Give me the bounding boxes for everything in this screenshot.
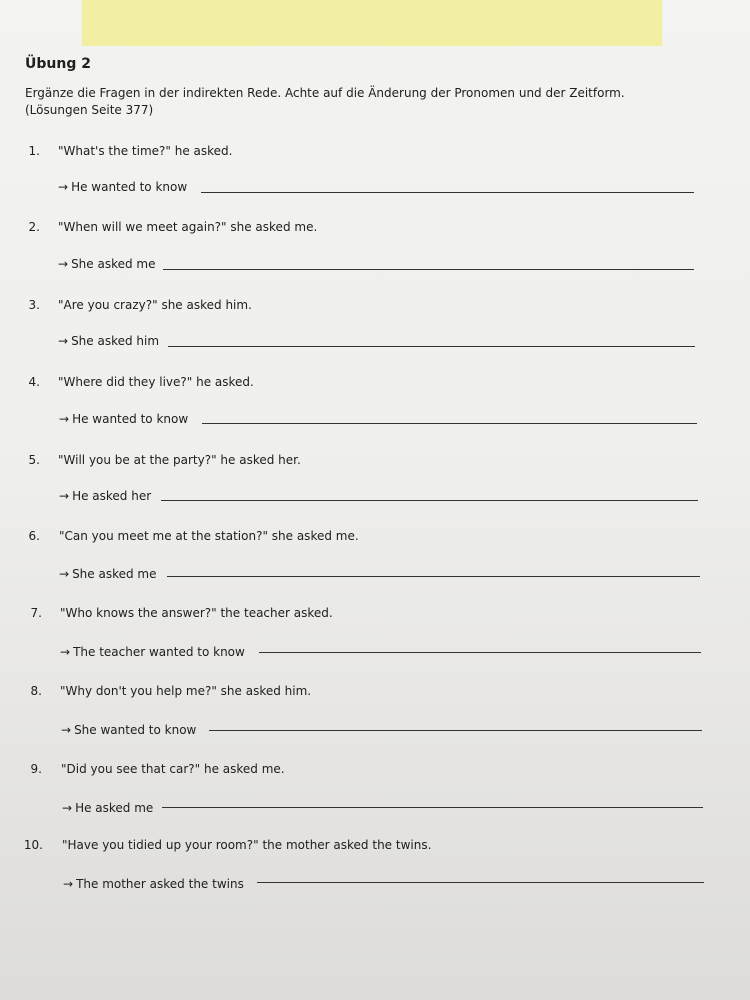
highlighted-header-strip xyxy=(82,0,662,46)
exercise-answer-prompt xyxy=(59,412,188,426)
exercise-item xyxy=(0,838,750,908)
instruction-line-1: Ergänze die Fragen in der indirekten Rede. Achte auf die Änderung der Pronomen und der Zeitform. xyxy=(25,86,625,100)
exercise-question: "Will you be at the party?" he asked her. xyxy=(58,453,301,467)
exercise-item xyxy=(0,144,750,214)
exercise-number: 7. xyxy=(30,606,42,620)
exercise-question: "Did you see that car?" he asked me. xyxy=(61,762,285,776)
exercise-title: Übung 2 xyxy=(25,56,91,72)
exercise-item xyxy=(0,606,750,676)
answer-line[interactable] xyxy=(168,346,695,347)
arrow-icon: → xyxy=(59,412,70,426)
exercise-answer-prompt xyxy=(59,489,151,503)
answer-prompt-text: The teacher wanted to know xyxy=(73,645,245,659)
exercise-item xyxy=(0,529,750,599)
exercise-question: "What's the time?" he asked. xyxy=(58,144,233,158)
exercise-question: "Why don't you help me?" she asked him. xyxy=(60,684,312,698)
answer-line[interactable] xyxy=(202,423,697,424)
answer-prompt-text: She asked me xyxy=(72,567,157,581)
arrow-icon: → xyxy=(58,257,69,271)
answer-prompt-text: He wanted to know xyxy=(72,412,189,426)
exercise-item xyxy=(0,220,750,290)
exercise-number: 9. xyxy=(30,762,42,776)
exercise-answer-prompt xyxy=(58,334,159,348)
answer-prompt-text: She wanted to know xyxy=(74,723,197,737)
arrow-icon: → xyxy=(62,801,73,815)
exercise-question: "Who knows the answer?" the teacher asked. xyxy=(60,606,333,620)
answer-prompt-text: He wanted to know xyxy=(71,180,188,194)
exercise-question: "Have you tidied up your room?" the mother asked the twins. xyxy=(62,838,432,852)
arrow-icon: → xyxy=(58,180,69,194)
answer-line[interactable] xyxy=(162,807,703,808)
answer-prompt-text: The mother asked the twins xyxy=(76,877,244,891)
exercise-question: "When will we meet again?" she asked me. xyxy=(58,220,318,234)
exercise-answer-prompt xyxy=(61,723,196,737)
exercise-item xyxy=(0,684,750,754)
exercise-answer-prompt xyxy=(58,257,156,271)
exercise-number: 2. xyxy=(28,220,40,234)
exercise-number: 6. xyxy=(28,529,40,543)
answer-prompt-text: She asked him xyxy=(71,334,160,348)
exercise-number: 5. xyxy=(28,453,40,467)
arrow-icon: → xyxy=(59,567,70,581)
arrow-icon: → xyxy=(58,334,69,348)
exercise-number: 3. xyxy=(28,298,40,312)
answer-prompt-text: He asked me xyxy=(75,801,154,815)
instructions xyxy=(25,85,685,119)
exercise-answer-prompt xyxy=(59,567,157,581)
exercise-question: "Can you meet me at the station?" she asked me. xyxy=(59,529,359,543)
arrow-icon: → xyxy=(60,645,71,659)
answer-line[interactable] xyxy=(259,652,701,653)
arrow-icon: → xyxy=(59,489,70,503)
exercise-answer-prompt xyxy=(58,180,187,194)
exercise-item xyxy=(0,453,750,523)
exercise-number: 1. xyxy=(28,144,40,158)
answer-prompt-text: She asked me xyxy=(71,257,156,271)
arrow-icon: → xyxy=(63,877,74,891)
exercise-question: "Are you crazy?" she asked him. xyxy=(58,298,252,312)
exercise-answer-prompt xyxy=(62,801,153,815)
exercise-answer-prompt xyxy=(63,877,244,891)
exercise-item xyxy=(0,762,750,832)
exercise-number: 8. xyxy=(30,684,42,698)
exercise-number: 10. xyxy=(23,838,43,852)
answer-line[interactable] xyxy=(201,192,694,193)
arrow-icon: → xyxy=(61,723,72,737)
instruction-line-2: (Lösungen Seite 377) xyxy=(25,103,154,117)
exercise-item xyxy=(0,298,750,368)
answer-prompt-text: He asked her xyxy=(72,489,152,503)
exercise-question: "Where did they live?" he asked. xyxy=(58,375,254,389)
exercise-answer-prompt xyxy=(60,645,245,659)
exercise-number: 4. xyxy=(28,375,40,389)
answer-line[interactable] xyxy=(161,500,698,501)
answer-line[interactable] xyxy=(209,730,702,731)
answer-line[interactable] xyxy=(163,269,694,270)
answer-line[interactable] xyxy=(167,576,700,577)
answer-line[interactable] xyxy=(257,882,704,883)
exercise-item xyxy=(0,375,750,445)
